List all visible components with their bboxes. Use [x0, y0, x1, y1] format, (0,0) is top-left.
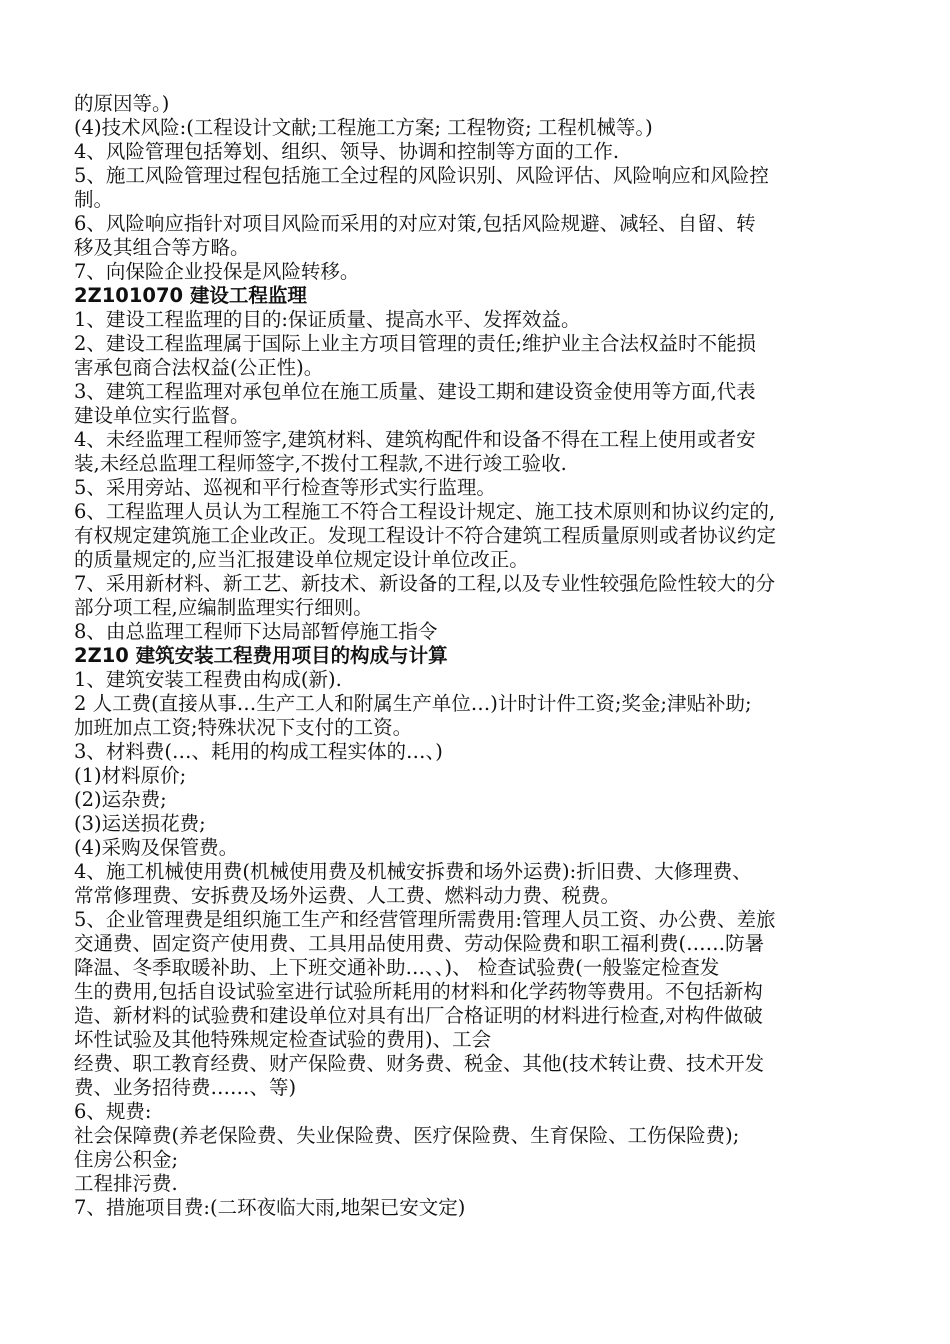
- text-line: 装,未经总监理工程师签字,不拨付工程款,不进行竣工验收.: [74, 452, 567, 475]
- text-line: 6、规费:: [74, 1100, 152, 1123]
- text-line: 降温、冬季取暖补助、上下班交通补助…、、)、 检查试验费(一般鉴定检查发: [74, 956, 720, 979]
- document-page: [74, 92, 940, 1220]
- text-line: 建设单位实行监督。: [74, 404, 250, 427]
- text-line: 3、建筑工程监理对承包单位在施工质量、建设工期和建设资金使用等方面,代表: [74, 380, 756, 403]
- text-line: 交通费、固定资产使用费、工具用品使用费、劳动保险费和职工福利费(……防暑: [74, 932, 765, 955]
- text-line: 的质量规定的,应当汇报建设单位规定设计单位改正。: [74, 548, 529, 571]
- text-line: 造、新材料的试验费和建设单位对具有出厂合格证明的材料进行检查,对构件做破: [74, 1004, 763, 1027]
- text-line: 有权规定建筑施工企业改正。发现工程设计不符合建筑工程质量原则或者协议约定: [74, 524, 777, 547]
- text-line: 费、业务招待费……、等): [74, 1076, 297, 1099]
- text-line: 5、企业管理费是组织施工生产和经营管理所需费用:管理人员工资、办公费、差旅: [74, 908, 776, 931]
- text-line: 1、建设工程监理的目的:保证质量、提高水平、发挥效益。: [74, 308, 581, 331]
- text-line: 常常修理费、安拆费及场外运费、人工费、燃料动力费、税费。: [74, 884, 621, 907]
- text-line: 4、未经监理工程师签字,建筑材料、建筑构配件和设备不得在工程上使用或者安: [74, 428, 756, 451]
- section-heading: 2Z10 建筑安装工程费用项目的构成与计算: [74, 644, 448, 667]
- text-line: 2、建设工程监理属于国际上业主方项目管理的责任;维护业主合法权益时不能损: [74, 332, 756, 355]
- text-line: 7、措施项目费:(二环夜临大雨,地架已安文定): [74, 1196, 466, 1219]
- text-line: 2 人工费(直接从事…生产工人和附属生产单位…)计时计件工资;奖金;津贴补助;: [74, 692, 752, 715]
- text-line: 移及其组合等方略。: [74, 236, 250, 259]
- text-line: 社会保障费(养老保险费、失业保险费、医疗保险费、生育保险、工伤保险费);: [74, 1124, 740, 1147]
- text-line: 5、施工风险管理过程包括施工全过程的风险识别、风险评估、风险响应和风险控: [74, 164, 769, 187]
- text-line: 制。: [74, 188, 114, 211]
- text-line: 1、建筑安装工程费由构成(新).: [74, 668, 342, 691]
- text-line: 工程排污费.: [74, 1172, 178, 1195]
- text-line: (2)运杂费;: [74, 788, 167, 811]
- text-line: 4、风险管理包括筹划、组织、领导、协调和控制等方面的工作.: [74, 140, 620, 163]
- text-line: 坏性试验及其他特殊规定检查试验的费用)、工会: [74, 1028, 492, 1051]
- text-line: 住房公积金;: [74, 1148, 179, 1171]
- text-line: 6、风险响应指针对项目风险而采用的对应对策,包括风险规避、减轻、自留、转: [74, 212, 756, 235]
- text-line: 3、材料费(…、耗用的构成工程实体的…、): [74, 740, 443, 763]
- text-line: 8、由总监理工程师下达局部暂停施工指令: [74, 620, 438, 643]
- text-line: 6、工程监理人员认为工程施工不符合工程设计规定、施工技术原则和协议约定的,: [74, 500, 776, 523]
- text-line: 7、采用新材料、新工艺、新技术、新设备的工程,以及专业性较强危险性较大的分: [74, 572, 776, 595]
- text-line: (4)采购及保管费。: [74, 836, 239, 859]
- text-line: (1)材料原价;: [74, 764, 187, 787]
- text-line: 害承包商合法权益(公正性)。: [74, 356, 324, 379]
- text-line: (3)运送损花费;: [74, 812, 206, 835]
- text-line: 经费、职工教育经费、财产保险费、财务费、税金、其他(技术转让费、技术开发: [74, 1052, 765, 1075]
- text-line: 4、施工机械使用费(机械使用费及机械安拆费和场外运费):折旧费、大修理费、: [74, 860, 752, 883]
- text-line: 加班加点工资;特殊状况下支付的工资。: [74, 716, 413, 739]
- text-line: 5、采用旁站、巡视和平行检查等形式实行监理。: [74, 476, 496, 499]
- text-line: 7、向保险企业投保是风险转移。: [74, 260, 360, 283]
- text-line: 生的费用,包括自设试验室进行试验所耗用的材料和化学药物等费用。不包括新构: [74, 980, 763, 1003]
- text-line: 部分项工程,应编制监理实行细则。: [74, 596, 373, 619]
- section-heading: 2Z101070 建设工程监理: [74, 284, 307, 307]
- text-line: 的原因等。): [74, 92, 170, 115]
- text-line: (4)技术风险:(工程设计文献;工程施工方案; 工程物资; 工程机械等。): [74, 116, 653, 139]
